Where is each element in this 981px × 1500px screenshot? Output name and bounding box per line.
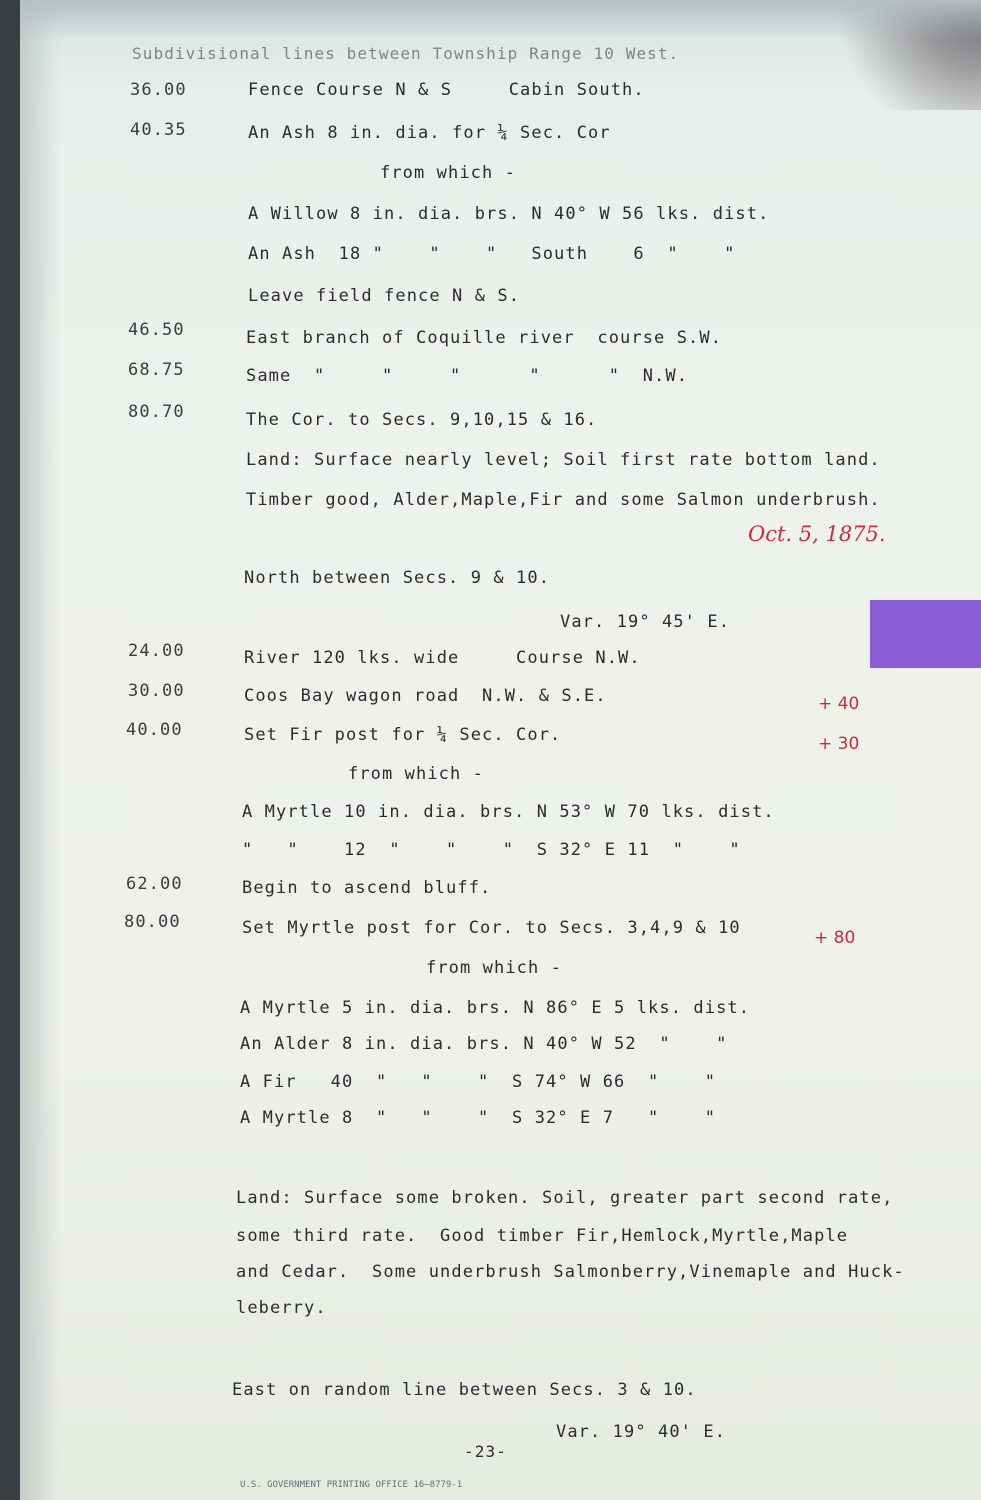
- entry-text: leberry.: [236, 1298, 327, 1318]
- distance-value: 62.00: [126, 874, 183, 894]
- section-heading: East on random line between Secs. 3 & 10.: [232, 1380, 697, 1400]
- entry-text: " " 12 " " " S 32° E 11 " ": [242, 840, 741, 860]
- distance-value: 80.70: [128, 402, 185, 422]
- handwritten-mark: + 30: [818, 734, 860, 754]
- distance-value: 40.35: [130, 120, 187, 140]
- distance-value: 68.75: [128, 360, 185, 380]
- entry-text: from which -: [380, 163, 517, 183]
- entry-text: An Ash 8 in. dia. for ¼ Sec. Cor: [248, 123, 611, 143]
- cut-off-header-line: Subdivisional lines between Township Range 10 West.: [132, 44, 680, 63]
- variation-value: Var. 19° 40' E.: [556, 1422, 727, 1442]
- entry-text: Same " " " " " N.W.: [246, 366, 689, 386]
- distance-value: 80.00: [124, 912, 181, 932]
- entry-text: River 120 lks. wide Course N.W.: [244, 648, 641, 668]
- entry-text: Timber good, Alder,Maple,Fir and some Salmon underbrush.: [246, 490, 881, 510]
- entry-text: An Ash 18 " " " South 6 " ": [248, 244, 736, 264]
- entry-text: Coos Bay wagon road N.W. & S.E.: [244, 686, 607, 706]
- entry-text: Land: Surface nearly level; Soil first rate bottom land.: [246, 450, 881, 470]
- entry-text: Set Myrtle post for Cor. to Secs. 3,4,9 & 10: [242, 918, 741, 938]
- entry-text: A Willow 8 in. dia. brs. N 40° W 56 lks. dist.: [248, 204, 770, 224]
- entry-text: Set Fir post for ¼ Sec. Cor.: [244, 725, 562, 745]
- entry-text: from which -: [348, 764, 485, 784]
- handwritten-date: Oct. 5, 1875.: [748, 522, 886, 546]
- entry-text: some third rate. Good timber Fir,Hemlock,Myrtle,Maple: [236, 1226, 849, 1246]
- entry-text: An Alder 8 in. dia. brs. N 40° W 52 " ": [240, 1034, 728, 1054]
- distance-value: 40.00: [126, 720, 183, 740]
- entry-text: Fence Course N & S Cabin South.: [248, 80, 645, 100]
- entry-text: A Myrtle 5 in. dia. brs. N 86° E 5 lks. dist.: [240, 998, 751, 1018]
- distance-value: 36.00: [130, 80, 187, 100]
- entry-text: Begin to ascend bluff.: [242, 878, 492, 898]
- variation-value: Var. 19° 45' E.: [560, 612, 731, 632]
- distance-value: 24.00: [128, 641, 185, 661]
- distance-value: 30.00: [128, 681, 185, 701]
- entry-text: The Cor. to Secs. 9,10,15 & 16.: [246, 410, 598, 430]
- entry-text: East branch of Coquille river course S.W.: [246, 328, 723, 348]
- entry-text: from which -: [426, 958, 563, 978]
- handwritten-mark: + 40: [818, 694, 860, 714]
- printer-footer: U.S. GOVERNMENT PRINTING OFFICE 16—8779-1: [240, 1480, 463, 1490]
- entry-text: A Fir 40 " " " S 74° W 66 " ": [240, 1072, 717, 1092]
- entry-text: and Cedar. Some underbrush Salmonberry,Vinemaple and Huck-: [236, 1262, 905, 1282]
- document-page: [20, 0, 981, 1500]
- entry-text: Leave field fence N & S.: [248, 286, 521, 306]
- section-heading: North between Secs. 9 & 10.: [244, 568, 551, 588]
- entry-text: A Myrtle 8 " " " S 32° E 7 " ": [240, 1108, 717, 1128]
- entry-text: Land: Surface some broken. Soil, greater part second rate,: [236, 1188, 894, 1208]
- purple-tab-marker: [870, 600, 981, 668]
- entry-text: A Myrtle 10 in. dia. brs. N 53° W 70 lks. dist.: [242, 802, 775, 822]
- distance-value: 46.50: [128, 320, 185, 340]
- handwritten-mark: + 80: [814, 928, 856, 948]
- page-number: -23-: [464, 1442, 507, 1461]
- shadow-overlay: [821, 0, 981, 110]
